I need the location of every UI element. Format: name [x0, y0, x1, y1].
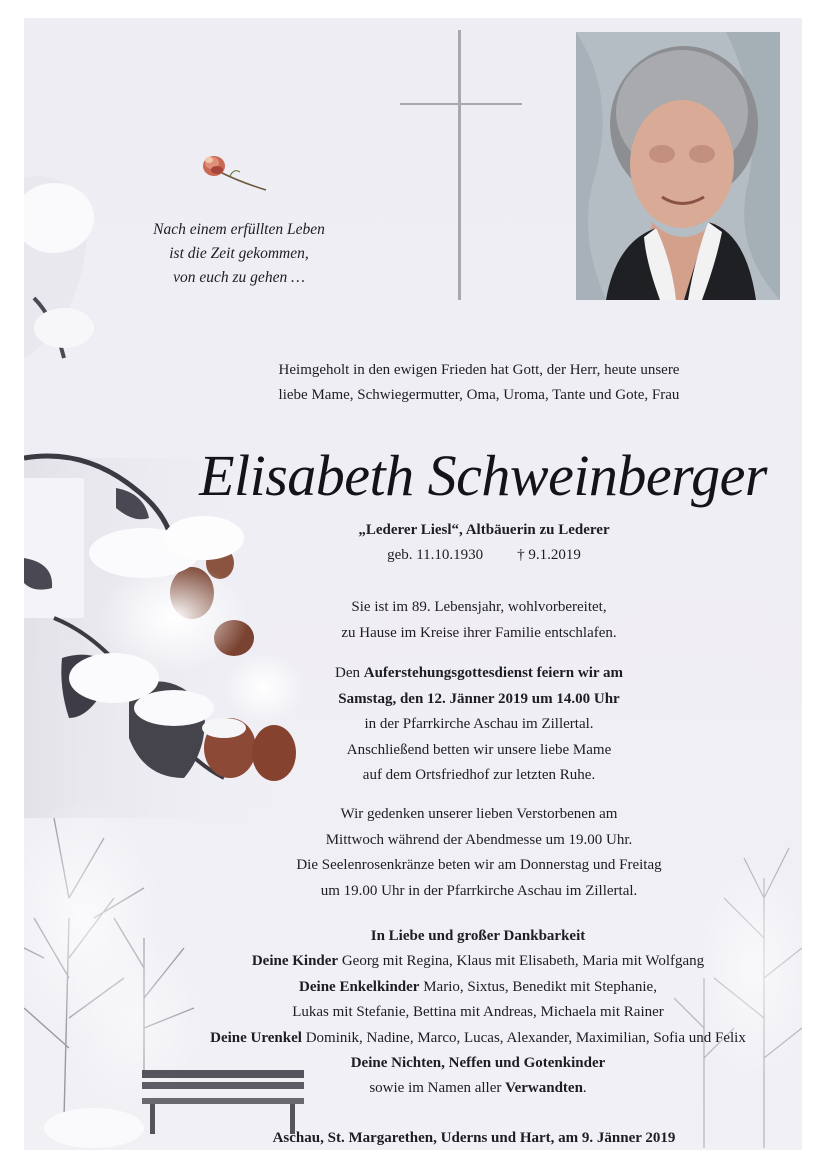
family-line: [144, 1026, 802, 1051]
family-heading: [144, 924, 802, 949]
nickname: „Lederer Liesl“, Altbäuerin zu Lederer: [358, 522, 610, 538]
intro-line: Heimgeholt in den ewigen Frieden hat Gott, der Herr, heute unsere: [278, 362, 680, 378]
great-grandchildren-label: Deine Urenkel: [210, 1029, 302, 1046]
relatives-prefix: sowie im Namen aller: [369, 1080, 506, 1097]
remembrance-line: Mittwoch während der Abendmesse um 19.00 Uhr.: [325, 831, 633, 848]
cross-icon: [400, 30, 522, 300]
service-date: Samstag, den 12. Jänner 2019 um 14.00 Uhr: [338, 690, 620, 707]
family-line: [144, 1076, 802, 1101]
poem-line: Nach einem erfüllten Leben: [153, 221, 325, 238]
poem: [114, 218, 364, 290]
poem-line: ist die Zeit gekommen,: [169, 245, 309, 262]
family-line: Lukas mit Stefanie, Bettina mit Andreas, Michaela mit Rainer: [292, 1004, 664, 1021]
death-date: † 9.1.2019: [517, 547, 581, 563]
remembrance-line: Wir gedenken unserer lieben Verstorbenen am: [340, 806, 618, 822]
relatives-label: Verwandten: [505, 1080, 583, 1097]
family-line: [144, 1051, 802, 1076]
family-line: [144, 975, 802, 1000]
service-text: [204, 661, 754, 789]
service-title: Auferstehungsgottesdienst feiern wir am: [363, 665, 624, 681]
intro-line: liebe Mame, Schwiegermutter, Oma, Uroma, Tante und Gote, Frau: [278, 387, 680, 403]
service-line: [204, 687, 754, 713]
life-dates: [274, 543, 694, 568]
service-prefix: Den: [334, 665, 364, 681]
great-grandchildren-names: Dominik, Nadine, Marco, Lucas, Alexander, Maximilian, Sofia und Felix: [301, 1029, 746, 1046]
birth-date: geb. 11.10.1930: [387, 547, 484, 563]
intro-text: [204, 358, 754, 408]
remembrance-line: um 19.00 Uhr in der Pfarrkirche Aschau im Zillertal.: [320, 882, 638, 899]
obituary-card: [24, 18, 802, 1150]
portrait-photo: [576, 32, 780, 300]
deceased-details: [274, 518, 694, 568]
poem-line: von euch zu gehen …: [173, 269, 305, 286]
deceased-name: Elisabeth Schweinberger: [199, 443, 767, 508]
relatives-suffix: .: [582, 1080, 587, 1097]
service-line: [204, 661, 754, 687]
grandchildren-label: Deine Enkelkinder: [299, 978, 420, 995]
passing-line: Sie ist im 89. Lebensjahr, wohlvorbereitet,: [351, 599, 607, 615]
family-list: [144, 924, 802, 1102]
remembrance-line: Die Seelenrosenkränze beten wir am Donnerstag und Freitag: [296, 857, 662, 873]
service-line: auf dem Ortsfriedhof zur letzten Ruhe.: [362, 767, 596, 783]
grandchildren-names: Mario, Sixtus, Benedikt mit Stephanie,: [419, 978, 657, 995]
family-line: [144, 949, 802, 974]
remembrance-text: [204, 802, 754, 904]
service-line: Anschließend betten wir unsere liebe Mame: [346, 741, 612, 758]
passing-text: [204, 595, 754, 646]
passing-line: zu Hause im Kreise ihrer Familie entschlafen.: [341, 624, 617, 641]
children-label: Deine Kinder: [251, 953, 339, 970]
rose-icon: [200, 150, 270, 196]
footer-place-date: Aschau, St. Margarethen, Uderns und Hart, am 9. Jänner 2019: [272, 1130, 676, 1146]
family-heading-text: In Liebe und großer Dankbarkeit: [370, 928, 586, 944]
children-names: Georg mit Regina, Klaus mit Elisabeth, Maria mit Wolfgang: [338, 953, 705, 970]
nieces-nephews: Deine Nichten, Neffen und Gotenkinder: [350, 1055, 606, 1072]
service-line: in der Pfarrkirche Aschau im Zillertal.: [364, 716, 594, 732]
